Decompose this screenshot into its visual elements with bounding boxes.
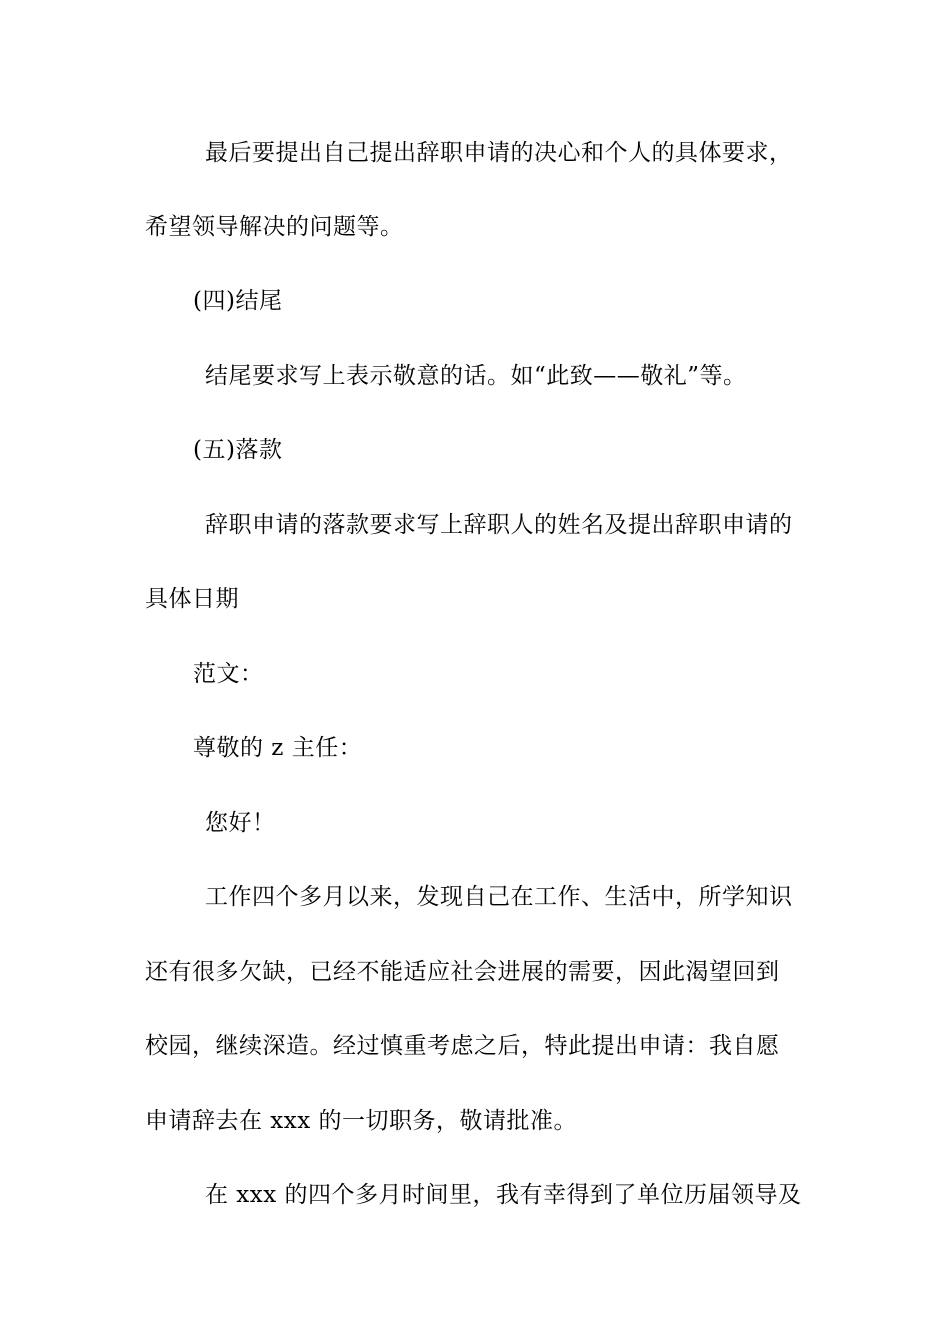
section-heading: (四)结尾 [193, 288, 283, 314]
section-heading: (五)落款 [193, 437, 283, 463]
paragraph-line: 希望领导解决的问题等。 [145, 214, 404, 240]
paragraph-line: 具体日期 [145, 586, 239, 612]
paragraph-line: 辞职申请的落款要求写上辞职人的姓名及提出辞职申请的 [205, 512, 793, 538]
paragraph-line: 在 xxx 的四个多月时间里，我有幸得到了单位历届领导及 [205, 1182, 802, 1208]
greeting: 您好！ [205, 810, 276, 836]
paragraph-line: 最后要提出自己提出辞职申请的决心和个人的具体要求， [205, 140, 793, 166]
paragraph-line: 申请辞去在 xxx 的一切职务，敬请批准。 [145, 1108, 578, 1134]
salutation: 尊敬的 z 主任： [193, 735, 363, 761]
paragraph-line: 工作四个多月以来，发现自己在工作、生活中，所学知识 [205, 884, 793, 910]
paragraph-line: 还有很多欠缺，已经不能适应社会进展的需要，因此渴望回到 [145, 959, 780, 985]
paragraph-line: 校园，继续深造。经过慎重考虑之后，特此提出申请：我自愿 [145, 1033, 780, 1059]
sample-label: 范文： [193, 661, 264, 687]
paragraph-line: 结尾要求写上表示敬意的话。如“此致——敬礼”等。 [205, 363, 747, 389]
